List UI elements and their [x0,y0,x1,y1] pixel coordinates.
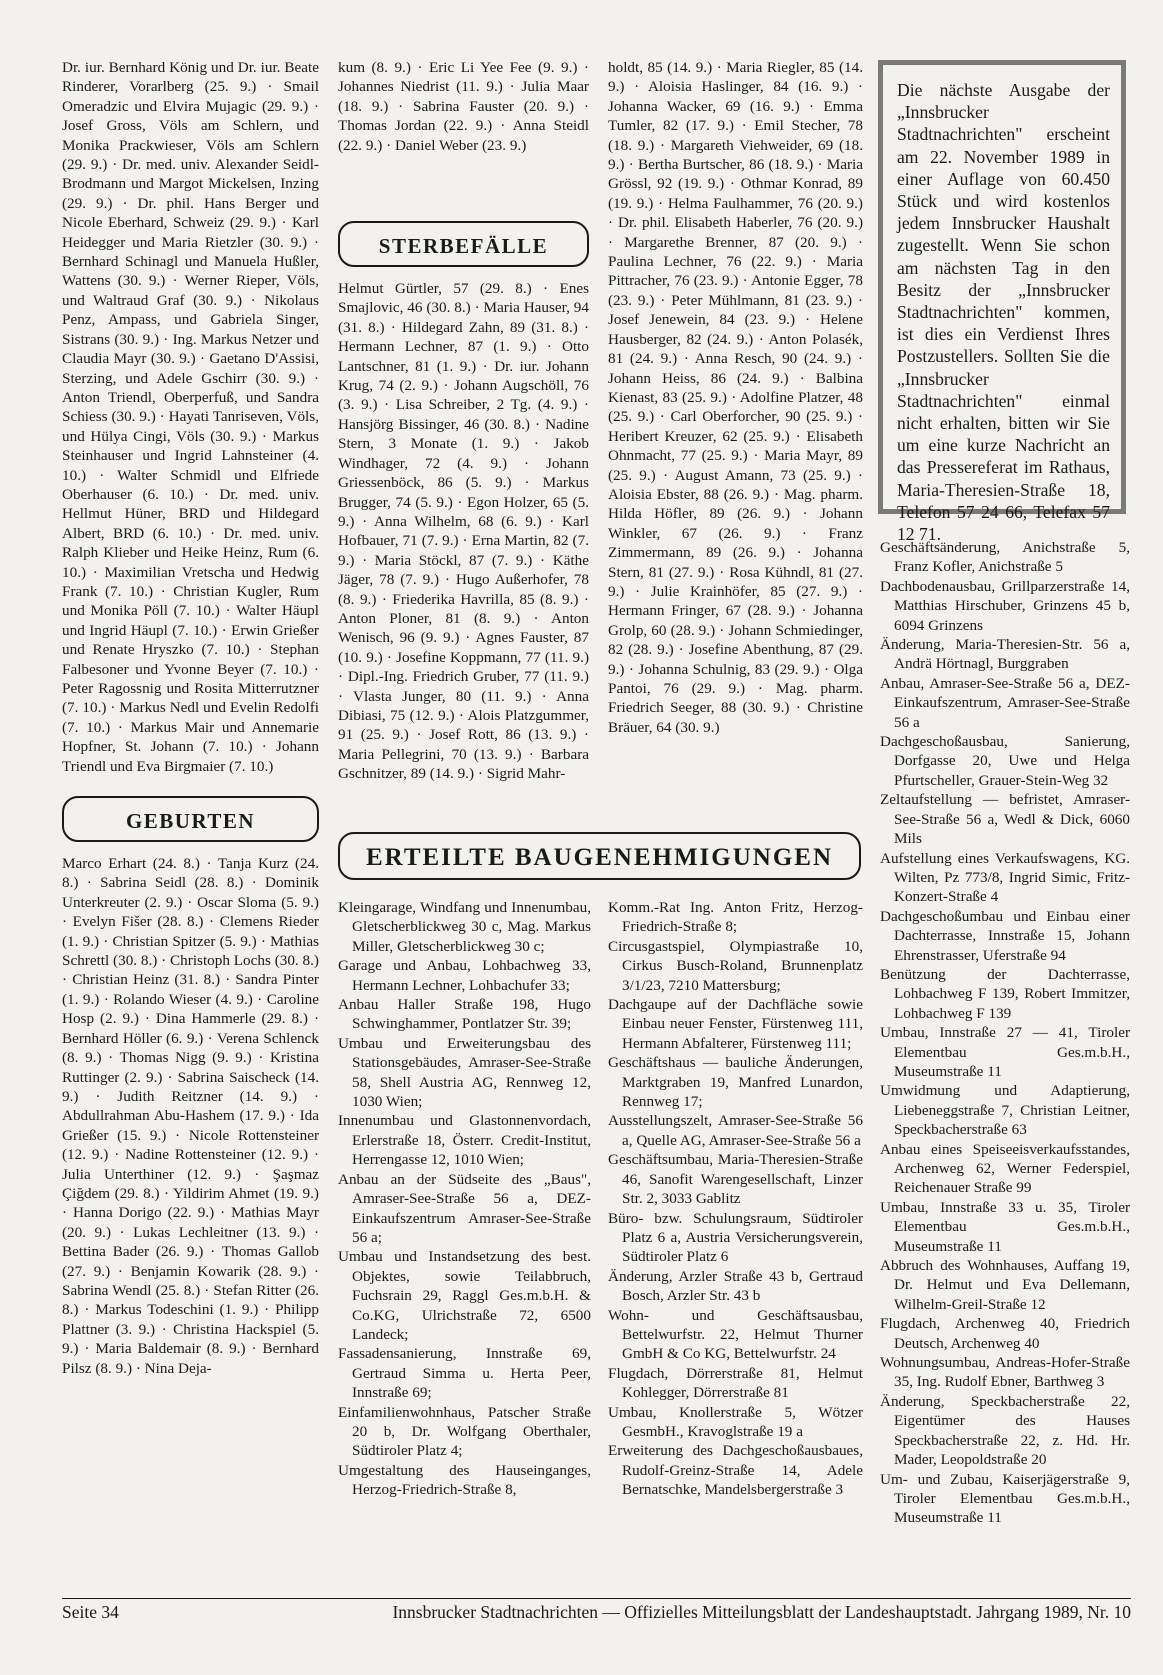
permit-entry: Geschäftsumbau, Maria-Theresien-Straße 46, Sanofit Warengesellschaft, Linzer Str. 2, 3033 Gablitz [608,1151,863,1208]
sterbefaelle-list: Helmut Gürtler, 57 (29. 8.) · Enes Smajlovic, 46 (30. 8.) · Maria Hauser, 94 (31. 8.) · Hildegard Zahn, 89 (31. 8.) · Hermann Lechner, 87 (1. 9.) · Otto Lantschner, 81 (1. 9.) · Dr. iur. Johann Krug, 74 (2. 9.) · Johann Augschöll, 76 (3. 9.) · Lisa Schreiber, 2 Tg. (4. 9.) · Hansjörg Bissinger, 46 (30. 8.) · Nadine Stern, 3 Monate (1. 9.) · Jakob Windhager, 72 (4. 9.) · Johann Griessenböck, 86 (5. 9.) · Markus Brugger, 74 (5. 9.) · Egon Holzer, 65 (5. 9.) · Anna Wilhelm, 68 (6. 9.) · Karl Hofbauer, 71 (7. 9.) · Erna Martin, 82 (7. 9.) · Maria Stöckl, 87 (7. 9.) · Käthe Jäger, 78 (7. 9.) · Hugo Außerhofer, 78 (8. 9.) · Friederika Havrilla, 85 (8. 9.) · Anton Ploner, 81 (8. 9.) · Anton Wenisch, 96 (9. 9.) · Agnes Fauster, 87 (10. 9.) · Josefine Koppmann, 77 (11. 9.) · Dipl.-Ing. Friedrich Gruber, 77 (11. 9.) · Vlasta Junger, 80 (11. 9.) · Anna Dibiasi, 75 (12. 9.) · Alois Platzgummer, 91 (25. 9.) · Josef Rott, 86 (13. 9.) · Maria Pellegrini, 70 (13. 9.) · Barbara Gschnitzer, 89 (14. 9.) · Sigrid Mahr- [338,280,589,783]
permit-entry: Komm.-Rat Ing. Anton Fritz, Herzog-Friedrich-Straße 8; [608,899,863,936]
column-2 [338,58,589,784]
permit-entry: Wohnungsumbau, Andreas-Hofer-Straße 35, Ing. Rudolf Ebner, Barthweg 3 [880,1354,1130,1391]
permit-entry: Ausstellungszelt, Amraser-See-Straße 56 a, Quelle AG, Amraser-See-Straße 56 a [608,1112,863,1149]
permit-entry: Flugdach, Archenweg 40, Friedrich Deutsch, Archenweg 40 [880,1315,1130,1352]
permit-entry: Anbau Haller Straße 198, Hugo Schwinghammer, Pontlatzer Str. 39; [338,996,591,1033]
permit-entry: Umbau und Erweiterungsbau des Stationsgebäudes, Amraser-See-Straße 58, Shell Austria AG, Rennweg 12, 1030 Wien; [338,1034,591,1111]
permit-entry: Aufstellung eines Verkaufswagens, KG. Wilten, Pz 773/8, Ingrid Simic, Fritz-Konzert-Straße 4 [880,849,1130,906]
baugenehmigungen-column-c [880,538,1130,1528]
permit-entry: Anbau eines Speiseeisverkaufsstandes, Archenweg 62, Werner Federspiel, Reichenauer Straße 99 [880,1140,1130,1197]
permit-entry: Dachgeschoßausbau, Sanierung, Dorfgasse 20, Uwe und Helga Pfurtscheller, Grauer-Stein-Weg 32 [880,733,1130,789]
permit-entry: Wohn- und Geschäftsausbau, Bettelwurfstr. 22, Helmut Thurner GmbH & Co KG, Bettelwurfstr. 24 [608,1306,863,1363]
sterbefaelle-list-continued: holdt, 85 (14. 9.) · Maria Riegler, 85 (14. 9.) · Aloisia Haslinger, 84 (16. 9.) · Johanna Wacker, 69 (16. 9.) · Emma Tumler, 82 (17. 9.) · Emil Stecher, 78 (18. 9.) · Margareth Viehweider, 69 (18. 9.) · Bertha Burtscher, 86 (18. 9.) · Maria Grössl, 92 (19. 9.) · Othmar Konrad, 89 (19. 9.) · Helma Faulhammer, 76 (20. 9.) · Dr. phil. Elisabeth Haberler, 76 (20. 9.) · Margarethe Brenner, 87 (20. 9.) · Paulina Lechner, 76 (22. 9.) · Maria Pittracher, 76 (23. 9.) · Antonie Egger, 78 (23. 9.) · Peter Mühlmann, 81 (23. 9.) · Josef Jenewein, 84 (23. 9.) · Helene Hausberger, 82 (24. 9.) · Anton Polasék, 81 (24. 9.) · Anna Resch, 90 (24. 9.) · Johann Heiss, 86 (24. 9.) · Balbina Kienast, 83 (25. 9.) · Adolfine Platzer, 48 (25. 9.) · Carl Oberforcher, 90 (25. 9.) · Heribert Kreuzer, 62 (25. 9.) · Elisabeth Ohnmacht, 77 (25. 9.) · Maria Mayr, 89 (25. 9.) · August Amann, 73 (25. 9.) · Aloisia Ebster, 88 (26. 9.) · Mag. pharm. Hilda Höfler, 89 (26. 9.) · Johann Winkler, 67 (26. 9.) · Franz Zimmermann, 89 (26. 9.) · Johanna Stern, 81 (27. 9.) · Rosa Kühndl, 81 (27. 9.) · Julie Krainhöfer, 85 (27. 9.) · Hermann Fringer, 67 (28. 9.) · Johanna Grolp, 60 (28. 9.) · Johann Schmiedinger, 82 (28. 9.) · Josefine Abenthung, 87 (29. 9.) · Johanna Schulnig, 83 (29. 9.) · Olga Pantoi, 76 (29. 9.) · Mag. pharm. Friedrich Seeger, 88 (30. 9.) · Christine Bräuer, 64 (30. 9.) [608,59,863,736]
baugenehmigungen-column-a [338,898,591,1500]
baugenehmigungen-column-b [608,898,863,1500]
publication-line: Innsbrucker Stadtnachrichten — Offizielles Mitteilungsblatt der Landeshauptstadt. Jahrgang 1989, Nr. 10 [392,1602,1131,1622]
sterbefaelle-heading: STERBEFÄLLE [338,221,589,267]
permit-entry: Erweiterung des Dachgeschoßausbaues, Rudolf-Greinz-Straße 14, Adele Bernatschke, Mandelsbergerstraße 3 [608,1442,863,1499]
permit-entry: Umbau, Innstraße 33 u. 35, Tiroler Elementbau Ges.m.b.H., Museumstraße 11 [880,1198,1130,1255]
permit-entry: Umwidmung und Adaptierung, Liebeneggstraße 7, Christian Leitner, Speckbacherstraße 63 [880,1082,1130,1139]
permit-entry: Kleingarage, Windfang und Innenumbau, Gletscherblickweg 30 c, Mag. Markus Miller, Gletscherblickweg 30 c; [338,899,591,955]
permit-entry: Umbau, Knollerstraße 5, Wötzer GesmbH., Kravoglstraße 19 a [608,1403,863,1440]
permit-entry: Umgestaltung des Hauseinganges, Herzog-Friedrich-Straße 8, [338,1461,591,1499]
permit-entry: Garage und Anbau, Lohbachweg 33, Hermann Lechner, Lohbachufer 33; [338,957,591,994]
permit-entry: Umbau und Instandsetzung des best. Objektes, sowie Teilabbruch, Fuchsrain 29, Raggl Ges.m.b.H. & Co.KG, Ulrichstraße 72, 6500 Landeck; [338,1248,591,1343]
permit-entry: Anbau, Amraser-See-Straße 56 a, DEZ-Einkaufszentrum, Amraser-See-Straße 56 a [880,674,1130,731]
permit-entry: Dachgaupe auf der Dachfläche sowie Einbau neuer Fenster, Fürstenweg 111, Hermann Abfalterer, Fürstenweg 111; [608,996,863,1052]
permit-entry: Fassadensanierung, Innstraße 69, Gertraud Simma u. Herta Peer, Innstraße 69; [338,1345,591,1402]
permit-entry: Geschäftshaus — bauliche Änderungen, Marktgraben 19, Manfred Lunardon, Rennweg 17; [608,1054,863,1111]
column-3 [608,58,863,737]
permit-entry: Innenumbau und Glastonnenvordach, Erlerstraße 18, Österr. Credit-Institut, Herrengasse 12, 1010 Wien; [338,1112,591,1169]
permit-entry: Anbau an der Südseite des „Baus", Amraser-See-Straße 56 a, DEZ-Einkaufszentrum Amraser-See-Straße 56 a; [338,1170,591,1246]
permit-entry: Dachbodenausbau, Grillparzerstraße 14, Matthias Hirschuber, Grinzens 45 b, 6094 Grinzens [880,577,1130,634]
permit-entry: Abbruch des Wohnhauses, Auffang 19, Dr. Helmut und Eva Dellemann, Wilhelm-Greil-Straße 12 [880,1257,1130,1313]
permit-entry: Circusgastspiel, Olympiastraße 10, Cirkus Busch-Roland, Brunnenplatz 3/1/23, 7210 Mattersburg; [608,937,863,994]
permit-entry: Geschäftsänderung, Anichstraße 5, Franz Kofler, Anichstraße 5 [880,539,1130,576]
permit-entry: Zeltaufstellung — befristet, Amraser-See-Straße 56 a, Wedl & Dick, 6060 Mils [880,791,1130,848]
permit-entry: Änderung, Speckbacherstraße 22, Eigentümer des Hauses Speckbacherstraße 22, z. Hd. Hr. Mader, Leopoldstraße 20 [880,1392,1130,1469]
permit-entry: Um- und Zubau, Kaiserjägerstraße 9, Tiroler Elementbau Ges.m.b.H., Museumstraße 11 [880,1470,1130,1527]
permit-entry: Flugdach, Dörrerstraße 81, Helmut Kohlegger, Dörrerstraße 81 [608,1364,863,1402]
column-1 [62,58,319,1378]
next-issue-notice-box: Die nächste Ausgabe der „Innsbrucker Stadtnachrichten" erscheint am 22. November 1989 in einer Auflage von 60.450 Stück und wird kostenlos jedem Innsbrucker Haushalt zugestellt. Wenn Sie schon am nächsten Tag in den Besitz der „Innsbrucker Stadtnachrichten" kommen, ist dies ein Verdienst Ihres Postzustellers. Sollten Sie die „Innsbrucker Stadtnachrichten" einmal nicht erhalten, bitten wir Sie um eine kurze Nachricht an das Pressereferat im Rathaus, Maria-Theresien-Straße 18, Telefon 57 24 66, Telefax 57 12 71. [878,60,1126,514]
hochzeiten-list: Dr. iur. Bernhard König und Dr. iur. Beate Rinderer, Vorarlberg (25. 9.) · Smail Omeradzic und Elvira Mujagic (29. 9.) · Josef Gross, Völs am Schlern, und Monika Prackwieser, Völs am Schlern (29. 9.) · Dr. med. univ. Alexander Seidl-Brodmann und Margot Mickelsen, Inzing (29. 9.) · Dr. phil. Hans Berger und Nicole Eberhard, Schweiz (29. 9.) · Karl Heidegger und Maria Rietzler (30. 9.) · Bernhard Schinagl und Manuela Hußler, Wattens (30. 9.) · Werner Rieper, Völs, und Waltraud Graf (30. 9.) · Nikolaus Penz, Ampass, und Gabriela Singer, Sistrans (30. 9.) · Ing. Markus Netzer und Claudia Mayr (30. 9.) · Gaetano D'Assisi, Sterzing, und Adele Gschirr (30. 9.) · Anton Triendl, Oberperfuß, und Sandra Schiess (30. 9.) · Hayati Tanriseven, Völs, und Hülya Cingi, Völs (30. 9.) · Markus Steinhauser und Ingrid Lahnsteiner (4. 10.) · Walter Schmidl und Elfriede Oberhauser (6. 10.) · Dr. med. univ. Hellmut Hüner, BRD und Hildegard Albert, BRD (6. 10.) · Dr. med. univ. Ralph Klieber und Heike Heinz, Rum (6. 10.) · Maximilian Vretscha und Hedwig Frank (7. 10.) · Christian Kugler, Rum und Monika Pöll (7. 10.) · Walter Häupl und Ingrid Häupl (7. 10.) · Erwin Grießer und Renate Hryszko (7. 10.) · Stephan Falbesoner und Yvonne Beyer (7. 10.) · Peter Ragossnig und Rosita Mitterrutzner (7. 10.) · Markus Nedl und Evelin Redolfi (7. 10.) · Markus Mair und Annemarie Hopfner, St. Johann (7. 10.) · Johann Triendl und Eva Birgmaier (7. 10.) [62,59,319,775]
permit-entry: Umbau, Innstraße 27 — 41, Tiroler Elementbau Ges.m.b.H., Museumstraße 11 [880,1024,1130,1080]
geburten-list: Marco Erhart (24. 8.) · Tanja Kurz (24. 8.) · Sabrina Seidl (28. 8.) · Dominik Unterkreuter (2. 9.) · Oscar Sloma (5. 9.) · Evelyn Fišer (28. 8.) · Clemens Rieder (1. 9.) · Christian Spitzer (5. 9.) · Mathias Schrettl (30. 8.) · Christoph Lochs (30. 8.) · Christian Heinz (31. 8.) · Sandra Pinter (1. 9.) · Rolando Wieser (4. 9.) · Caroline Hosp (2. 9.) · Dina Hammerle (29. 8.) · Bernhard Höller (6. 9.) · Verena Schlenck (8. 9.) · Thomas Nigg (9. 9.) · Kristina Ruttinger (2. 9.) · Sabrina Saischeck (14. 9.) · Judith Reitzner (14. 9.) · Abdullrahman Abu-Hashem (17. 9.) · Ida Grießer (15. 9.) · Nicole Rottensteiner (12. 9.) · Nadine Rottensteiner (12. 9.) · Julia Unterthiner (12. 9.) · Şaşmaz Çiğdem (29. 8.) · Yildirim Ahmet (19. 9.) · Hanna Dorigo (22. 9.) · Mathias Mayr (20. 9.) · Lukas Lechleitner (13. 9.) · Bettina Bader (26. 9.) · Thomas Gallob (27. 9.) · Benjamin Kowarik (28. 9.) · Sabrina Wendl (25. 8.) · Stefan Ritter (26. 8.) · Markus Todeschini (1. 9.) · Philipp Plattner (3. 9.) · Christina Hackspiel (5. 9.) · Maria Baldemair (8. 9.) · Bernhard Pilsz (8. 9.) · Nina Deja- [62,855,319,1377]
baugenehmigungen-heading: ERTEILTE BAUGENEHMIGUNGEN [338,832,861,880]
permit-entry: Dachgeschoßumbau und Einbau einer Dachterrasse, Innstraße 15, Johann Ehrenstrasser, Uferstraße 94 [880,907,1130,964]
geburten-list-continued: kum (8. 9.) · Eric Li Yee Fee (9. 9.) · Johannes Niedrist (11. 9.) · Julia Maar (18. 9.) · Sabrina Fauster (20. 9.) · Thomas Jordan (22. 9.) · Anna Steidl (22. 9.) · Daniel Weber (23. 9.) [338,59,589,154]
page-number: Seite 34 [62,1602,119,1622]
permit-entry: Änderung, Maria-Theresien-Str. 56 a, Andrä Hörtnagl, Burggraben [880,636,1130,673]
permit-entry: Einfamilienwohnhaus, Patscher Straße 20 b, Dr. Wolfgang Oberthaler, Südtiroler Platz 4; [338,1403,591,1460]
geburten-heading: GEBURTEN [62,796,319,842]
permit-entry: Büro- bzw. Schulungsraum, Südtiroler Platz 6 a, Austria Versicherungsverein, Südtiroler Platz 6 [608,1209,863,1266]
permit-entry: Benützung der Dachterrasse, Lohbachweg F 139, Robert Immitzer, Lohbachweg F 139 [880,965,1130,1022]
footer-rule [62,1598,1131,1599]
permit-entry: Änderung, Arzler Straße 43 b, Gertraud Bosch, Arzler Str. 43 b [608,1267,863,1305]
